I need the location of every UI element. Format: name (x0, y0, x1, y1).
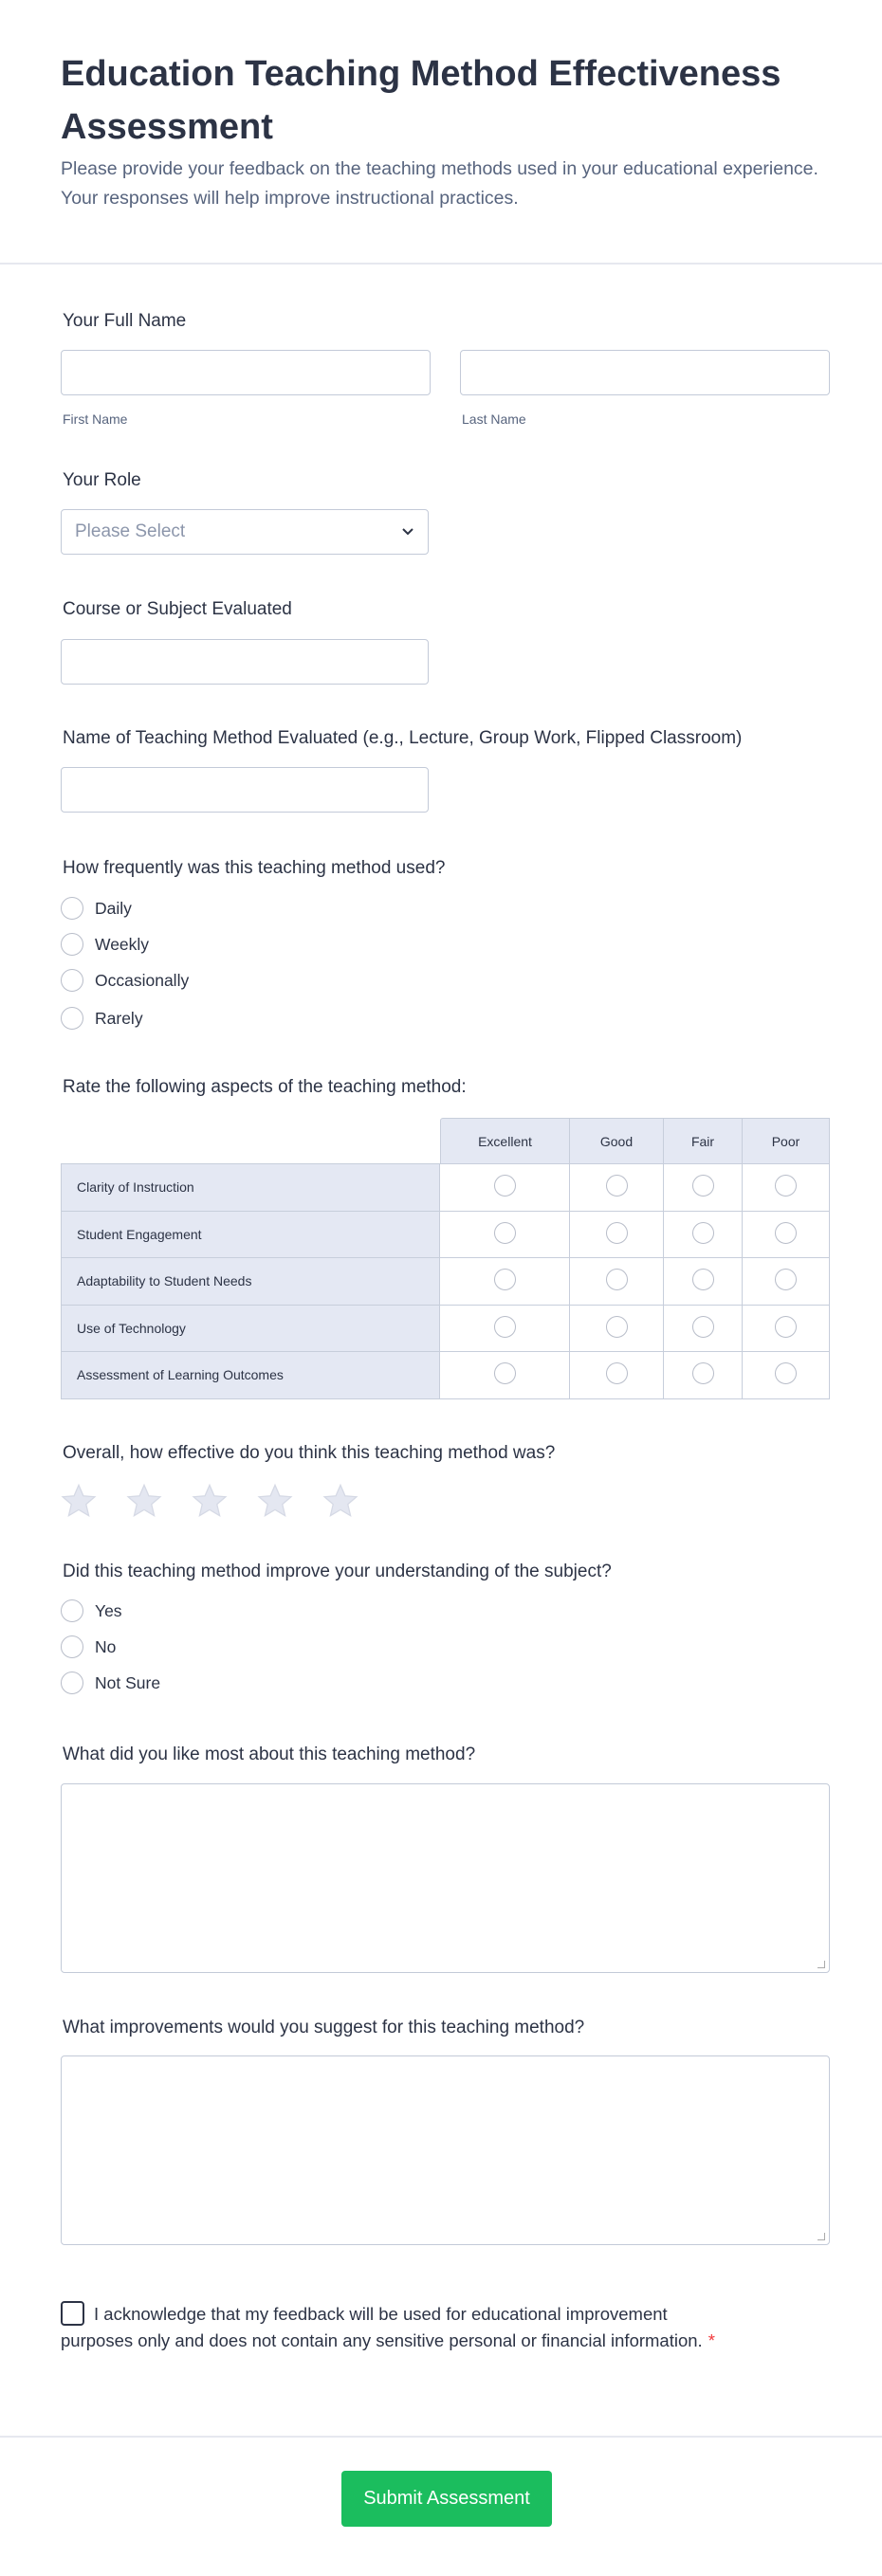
radio-button[interactable] (606, 1269, 628, 1290)
radio-button[interactable] (606, 1175, 628, 1197)
radio-button[interactable] (692, 1316, 714, 1338)
matrix-row-label: Clarity of Instruction (61, 1164, 440, 1212)
matrix-row (61, 1258, 830, 1306)
role-select[interactable] (61, 509, 429, 555)
full-name-label: Your Full Name (63, 311, 187, 331)
required-asterisk: * (707, 2330, 715, 2350)
header-divider (0, 263, 882, 265)
matrix-cell[interactable] (570, 1352, 664, 1399)
last-name-input[interactable] (460, 350, 830, 395)
star-icon[interactable] (257, 1483, 293, 1519)
option-label: Not Sure (95, 1672, 161, 1692)
frequency-option-rarely[interactable] (61, 1007, 143, 1030)
matrix-column-header: Fair (664, 1118, 743, 1164)
matrix-row (61, 1306, 830, 1353)
chevron-down-icon (401, 527, 414, 537)
radio-button[interactable] (494, 1175, 516, 1197)
radio-button[interactable] (692, 1222, 714, 1244)
resize-handle-icon[interactable] (818, 1961, 825, 1968)
star-icon[interactable] (61, 1483, 97, 1519)
matrix-row-label: Adaptability to Student Needs (61, 1258, 440, 1306)
radio-button[interactable] (494, 1269, 516, 1290)
star-icon[interactable] (126, 1483, 162, 1519)
resize-handle-icon[interactable] (818, 2233, 825, 2240)
first-name-input[interactable] (61, 350, 431, 395)
matrix-cell[interactable] (570, 1306, 664, 1353)
radio-button[interactable] (61, 897, 83, 920)
radio-button[interactable] (775, 1269, 797, 1290)
radio-button[interactable] (494, 1222, 516, 1244)
matrix-cell[interactable] (440, 1306, 570, 1353)
matrix-row (61, 1212, 830, 1259)
understanding-label: Did this teaching method improve your understanding of the subject? (63, 1562, 612, 1581)
radio-button[interactable] (775, 1222, 797, 1244)
matrix-cell[interactable] (570, 1212, 664, 1259)
radio-button[interactable] (692, 1175, 714, 1197)
radio-button[interactable] (775, 1362, 797, 1384)
matrix-cell[interactable] (440, 1164, 570, 1212)
option-label: Occasionally (95, 970, 190, 990)
radio-button[interactable] (775, 1175, 797, 1197)
acknowledge-field (61, 2301, 744, 2354)
footer-divider (0, 2436, 882, 2438)
acknowledge-text: I acknowledge that my feedback will be used for educational improvement purposes only and does not contain any sensitive personal or financial information. (61, 2304, 703, 2350)
radio-button[interactable] (606, 1362, 628, 1384)
rating-label: Overall, how effective do you think this teaching method was? (63, 1443, 556, 1463)
option-label: Yes (95, 1600, 122, 1620)
matrix-cell[interactable] (664, 1306, 743, 1353)
matrix-row-label: Student Engagement (61, 1212, 440, 1259)
matrix-cell[interactable] (440, 1212, 570, 1259)
option-label: Daily (95, 898, 132, 918)
matrix-cell[interactable] (743, 1258, 830, 1306)
understanding-option-no[interactable] (61, 1635, 116, 1658)
star-icon[interactable] (192, 1483, 228, 1519)
matrix-corner (61, 1118, 440, 1164)
radio-button[interactable] (606, 1316, 628, 1338)
method-label: Name of Teaching Method Evaluated (e.g., Lecture, Group Work, Flipped Classroom) (63, 728, 743, 748)
radio-button[interactable] (61, 1599, 83, 1622)
matrix-column-header: Poor (743, 1118, 830, 1164)
course-input[interactable] (61, 639, 429, 685)
radio-button[interactable] (494, 1362, 516, 1384)
radio-button[interactable] (61, 1635, 83, 1658)
option-label: Weekly (95, 934, 150, 954)
star-rating[interactable] (61, 1483, 358, 1519)
matrix-cell[interactable] (664, 1352, 743, 1399)
matrix-cell[interactable] (664, 1258, 743, 1306)
frequency-option-daily[interactable] (61, 897, 132, 920)
matrix-cell[interactable] (440, 1352, 570, 1399)
matrix-row (61, 1164, 830, 1212)
frequency-label: How frequently was this teaching method used? (63, 858, 446, 878)
matrix-column-header: Excellent (440, 1118, 570, 1164)
liked-textarea[interactable] (61, 1783, 830, 1973)
radio-button[interactable] (606, 1222, 628, 1244)
role-placeholder: Please Select (75, 521, 186, 541)
radio-button[interactable] (61, 1672, 83, 1694)
matrix-cell[interactable] (743, 1352, 830, 1399)
matrix-cell[interactable] (440, 1258, 570, 1306)
method-input[interactable] (61, 767, 429, 813)
radio-button[interactable] (61, 969, 83, 992)
rating-matrix (61, 1118, 830, 1399)
matrix-row (61, 1352, 830, 1399)
option-label: Rarely (95, 1008, 143, 1028)
matrix-cell[interactable] (743, 1306, 830, 1353)
radio-button[interactable] (692, 1362, 714, 1384)
acknowledge-checkbox[interactable] (61, 2301, 84, 2326)
last-name-sublabel: Last Name (462, 411, 526, 427)
frequency-option-weekly[interactable] (61, 933, 149, 956)
improvements-textarea[interactable] (61, 2055, 830, 2245)
role-label: Your Role (63, 470, 141, 490)
submit-button[interactable]: Submit Assessment (341, 2471, 552, 2527)
liked-label: What did you like most about this teaching method? (63, 1745, 476, 1764)
improvements-label: What improvements would you suggest for this teaching method? (63, 2018, 585, 2037)
radio-button[interactable] (494, 1316, 516, 1338)
matrix-column-header: Good (570, 1118, 664, 1164)
page-title: Education Teaching Method Effectiveness Assessment (61, 54, 781, 147)
radio-button[interactable] (61, 1007, 83, 1030)
radio-button[interactable] (61, 933, 83, 956)
matrix-cell[interactable] (743, 1212, 830, 1259)
page-description: Please provide your feedback on the teaching methods used in your educational experience. Your responses will help improve instructional practices. (61, 158, 818, 209)
matrix-row-label: Use of Technology (61, 1306, 440, 1353)
first-name-sublabel: First Name (63, 411, 128, 427)
matrix-cell[interactable] (570, 1258, 664, 1306)
matrix-cell[interactable] (664, 1212, 743, 1259)
matrix-cell[interactable] (570, 1164, 664, 1212)
star-icon[interactable] (322, 1483, 358, 1519)
matrix-label: Rate the following aspects of the teaching method: (63, 1077, 467, 1097)
option-label: No (95, 1636, 117, 1656)
understanding-option-yes[interactable] (61, 1599, 122, 1622)
understanding-option-not-sure[interactable] (61, 1672, 160, 1694)
matrix-cell[interactable] (664, 1164, 743, 1212)
frequency-option-occasionally[interactable] (61, 969, 189, 992)
course-label: Course or Subject Evaluated (63, 599, 292, 619)
matrix-cell[interactable] (743, 1164, 830, 1212)
radio-button[interactable] (775, 1316, 797, 1338)
matrix-row-label: Assessment of Learning Outcomes (61, 1352, 440, 1399)
radio-button[interactable] (692, 1269, 714, 1290)
